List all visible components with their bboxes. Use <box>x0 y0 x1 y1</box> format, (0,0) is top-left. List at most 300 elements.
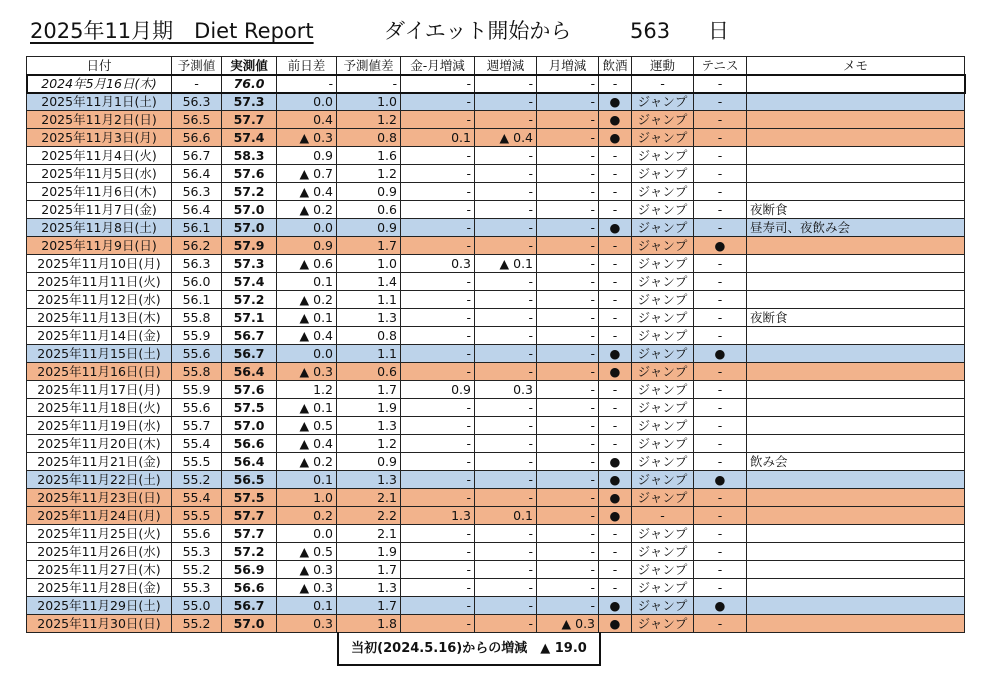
actual-cell: 56.5 <box>222 471 277 489</box>
exercise-cell: ジャンプ <box>632 309 694 327</box>
daily-diff-cell: ▲ 0.3 <box>277 579 337 597</box>
predicted-cell: 55.2 <box>172 615 222 633</box>
table-row <box>27 273 965 291</box>
date-cell: 2025年11月4日(火) <box>27 147 172 165</box>
date-cell: 2025年11月13日(木) <box>27 309 172 327</box>
drinking-cell: - <box>599 417 632 435</box>
drinking-cell: - <box>599 579 632 597</box>
daily-diff-cell: 0.4 <box>277 111 337 129</box>
date-cell: 2025年11月12日(水) <box>27 291 172 309</box>
weekly-cell: - <box>475 525 537 543</box>
memo-cell <box>747 345 965 363</box>
tennis-cell: - <box>694 579 747 597</box>
exercise-cell: ジャンプ <box>632 615 694 633</box>
monthly-cell: - <box>537 309 599 327</box>
drinking-cell: ● <box>599 129 632 147</box>
memo-cell <box>747 327 965 345</box>
weekly-cell: - <box>475 147 537 165</box>
fri-mon-cell: - <box>401 525 475 543</box>
date-cell: 2025年11月15日(土) <box>27 345 172 363</box>
actual-cell: 57.2 <box>222 291 277 309</box>
date-cell: 2025年11月28日(金) <box>27 579 172 597</box>
actual-cell: 57.4 <box>222 273 277 291</box>
daily-diff-cell: ▲ 0.3 <box>277 561 337 579</box>
table-row <box>27 327 965 345</box>
daily-diff-cell: ▲ 0.3 <box>277 363 337 381</box>
date-cell: 2025年11月23日(日) <box>27 489 172 507</box>
daily-diff-cell: 0.1 <box>277 471 337 489</box>
tennis-cell: - <box>694 543 747 561</box>
actual-cell: 56.7 <box>222 597 277 615</box>
drinking-cell: - <box>599 165 632 183</box>
daily-diff-cell: ▲ 0.2 <box>277 453 337 471</box>
col-drinking: 飲酒 <box>599 57 632 75</box>
daily-diff-cell: ▲ 0.4 <box>277 183 337 201</box>
drinking-cell: ● <box>599 471 632 489</box>
exercise-cell: ジャンプ <box>632 183 694 201</box>
weekly-cell: - <box>475 309 537 327</box>
col-pred-diff: 予測値差 <box>337 57 401 75</box>
memo-cell <box>747 183 965 201</box>
drinking-cell: ● <box>599 363 632 381</box>
date-cell: 2025年11月5日(水) <box>27 165 172 183</box>
exercise-cell: ジャンプ <box>632 129 694 147</box>
weekly-cell: ▲ 0.1 <box>475 255 537 273</box>
daily-diff-cell: ▲ 0.2 <box>277 201 337 219</box>
table-row <box>27 255 965 273</box>
monthly-cell: - <box>537 111 599 129</box>
memo-cell <box>747 597 965 615</box>
exercise-cell: ジャンプ <box>632 147 694 165</box>
table-row <box>27 507 965 525</box>
actual-cell: 58.3 <box>222 147 277 165</box>
diet-table <box>26 56 965 633</box>
monthly-cell: - <box>537 579 599 597</box>
exercise-cell: ジャンプ <box>632 597 694 615</box>
actual-cell: 56.7 <box>222 327 277 345</box>
exercise-cell: ジャンプ <box>632 111 694 129</box>
fri-mon-cell: - <box>401 363 475 381</box>
tennis-cell: - <box>694 561 747 579</box>
exercise-cell: ジャンプ <box>632 93 694 111</box>
exercise-cell: ジャンプ <box>632 417 694 435</box>
predicted-cell: 56.4 <box>172 201 222 219</box>
weekly-cell: - <box>475 345 537 363</box>
weekly-cell: - <box>475 435 537 453</box>
memo-cell <box>747 165 965 183</box>
daily-diff-cell: ▲ 0.6 <box>277 255 337 273</box>
drinking-cell: - <box>599 255 632 273</box>
daily-diff-cell: ▲ 0.2 <box>277 291 337 309</box>
tennis-cell: - <box>694 453 747 471</box>
daily-diff-cell: 0.9 <box>277 147 337 165</box>
tennis-cell: - <box>694 75 747 93</box>
predicted-cell: 55.0 <box>172 597 222 615</box>
tennis-cell: - <box>694 165 747 183</box>
since-label: ダイエット開始から <box>384 19 572 43</box>
pred-diff-cell: 1.4 <box>337 273 401 291</box>
date-cell: 2025年11月6日(木) <box>27 183 172 201</box>
predicted-cell: 55.5 <box>172 507 222 525</box>
table-row <box>27 399 965 417</box>
drinking-cell: ● <box>599 615 632 633</box>
day-count: 563 <box>630 19 671 43</box>
date-cell: 2025年11月17日(月) <box>27 381 172 399</box>
actual-cell: 56.9 <box>222 561 277 579</box>
drinking-cell: - <box>599 561 632 579</box>
date-cell: 2025年11月24日(月) <box>27 507 172 525</box>
monthly-cell: - <box>537 435 599 453</box>
table-row <box>27 363 965 381</box>
memo-cell <box>747 147 965 165</box>
daily-diff-cell: ▲ 0.4 <box>277 327 337 345</box>
fri-mon-cell: - <box>401 183 475 201</box>
tennis-cell: - <box>694 615 747 633</box>
memo-cell <box>747 561 965 579</box>
exercise-cell: - <box>632 507 694 525</box>
fri-mon-cell: - <box>401 201 475 219</box>
fri-mon-cell: - <box>401 75 475 93</box>
daily-diff-cell: 0.2 <box>277 507 337 525</box>
table-row <box>27 309 965 327</box>
exercise-cell: ジャンプ <box>632 219 694 237</box>
actual-cell: 56.4 <box>222 453 277 471</box>
monthly-cell: - <box>537 255 599 273</box>
monthly-cell: - <box>537 525 599 543</box>
fri-mon-cell: - <box>401 147 475 165</box>
exercise-cell: ジャンプ <box>632 381 694 399</box>
fri-mon-cell: 0.1 <box>401 129 475 147</box>
tennis-cell: - <box>694 183 747 201</box>
weekly-cell: - <box>475 165 537 183</box>
tennis-cell: - <box>694 489 747 507</box>
exercise-cell: ジャンプ <box>632 453 694 471</box>
drinking-cell: - <box>599 183 632 201</box>
actual-cell: 57.3 <box>222 255 277 273</box>
memo-cell <box>747 291 965 309</box>
drinking-cell: - <box>599 237 632 255</box>
date-cell: 2025年11月7日(金) <box>27 201 172 219</box>
drinking-cell: - <box>599 435 632 453</box>
exercise-cell: ジャンプ <box>632 399 694 417</box>
fri-mon-cell: - <box>401 597 475 615</box>
pred-diff-cell: 1.8 <box>337 615 401 633</box>
tennis-cell: - <box>694 291 747 309</box>
monthly-cell: - <box>537 507 599 525</box>
drinking-cell: - <box>599 543 632 561</box>
monthly-cell: - <box>537 201 599 219</box>
monthly-cell: - <box>537 543 599 561</box>
predicted-cell: 55.7 <box>172 417 222 435</box>
drinking-cell: ● <box>599 507 632 525</box>
monthly-cell: - <box>537 183 599 201</box>
monthly-cell: - <box>537 345 599 363</box>
monthly-cell: - <box>537 147 599 165</box>
pred-diff-cell: 1.3 <box>337 471 401 489</box>
date-cell: 2025年11月11日(火) <box>27 273 172 291</box>
table-row <box>27 417 965 435</box>
actual-cell: 56.6 <box>222 579 277 597</box>
date-cell: 2025年11月18日(火) <box>27 399 172 417</box>
monthly-cell: - <box>537 381 599 399</box>
exercise-cell: ジャンプ <box>632 363 694 381</box>
weekly-cell: - <box>475 543 537 561</box>
fri-mon-cell: - <box>401 291 475 309</box>
date-cell: 2025年11月27日(木) <box>27 561 172 579</box>
col-exercise: 運動 <box>632 57 694 75</box>
predicted-cell: 55.2 <box>172 471 222 489</box>
memo-cell <box>747 237 965 255</box>
date-cell: 2025年11月22日(土) <box>27 471 172 489</box>
date-cell: 2025年11月16日(日) <box>27 363 172 381</box>
actual-cell: 57.0 <box>222 219 277 237</box>
table-row <box>27 129 965 147</box>
monthly-cell: - <box>537 327 599 345</box>
memo-cell <box>747 381 965 399</box>
tennis-cell: - <box>694 399 747 417</box>
pred-diff-cell: 0.9 <box>337 183 401 201</box>
col-tennis: テニス <box>694 57 747 75</box>
daily-diff-cell: 0.0 <box>277 525 337 543</box>
weekly-cell: 0.3 <box>475 381 537 399</box>
predicted-cell: 56.1 <box>172 291 222 309</box>
memo-cell <box>747 75 965 93</box>
date-cell: 2025年11月19日(水) <box>27 417 172 435</box>
predicted-cell: 56.4 <box>172 165 222 183</box>
monthly-cell: - <box>537 237 599 255</box>
pred-diff-cell: 0.8 <box>337 129 401 147</box>
pred-diff-cell: 0.6 <box>337 363 401 381</box>
drinking-cell: ● <box>599 345 632 363</box>
memo-cell <box>747 93 965 111</box>
daily-diff-cell: ▲ 0.1 <box>277 309 337 327</box>
tennis-cell: - <box>694 435 747 453</box>
predicted-cell: 56.3 <box>172 255 222 273</box>
table-row <box>27 93 965 111</box>
col-memo: メモ <box>747 57 965 75</box>
drinking-cell: - <box>599 309 632 327</box>
memo-cell: 飲み会 <box>747 453 965 471</box>
actual-cell: 57.0 <box>222 201 277 219</box>
actual-cell: 57.6 <box>222 381 277 399</box>
predicted-cell: 55.2 <box>172 561 222 579</box>
exercise-cell: - <box>632 75 694 93</box>
weekly-cell: - <box>475 291 537 309</box>
table-row <box>27 525 965 543</box>
tennis-cell: - <box>694 273 747 291</box>
pred-diff-cell: 1.7 <box>337 237 401 255</box>
date-cell: 2025年11月25日(火) <box>27 525 172 543</box>
monthly-cell: - <box>537 165 599 183</box>
drinking-cell: ● <box>599 93 632 111</box>
day-unit: 日 <box>708 19 729 43</box>
exercise-cell: ジャンプ <box>632 255 694 273</box>
drinking-cell: ● <box>599 489 632 507</box>
drinking-cell: ● <box>599 453 632 471</box>
pred-diff-cell: 2.1 <box>337 489 401 507</box>
daily-diff-cell: 1.0 <box>277 489 337 507</box>
memo-cell <box>747 579 965 597</box>
exercise-cell: ジャンプ <box>632 165 694 183</box>
date-cell: 2025年11月9日(日) <box>27 237 172 255</box>
table-row <box>27 471 965 489</box>
actual-cell: 57.0 <box>222 615 277 633</box>
date-cell: 2025年11月14日(金) <box>27 327 172 345</box>
monthly-cell: - <box>537 597 599 615</box>
fri-mon-cell: 1.3 <box>401 507 475 525</box>
tennis-cell: - <box>694 129 747 147</box>
exercise-cell: ジャンプ <box>632 525 694 543</box>
drinking-cell: - <box>599 525 632 543</box>
memo-cell <box>747 111 965 129</box>
predicted-cell: 56.3 <box>172 93 222 111</box>
tennis-cell: - <box>694 219 747 237</box>
weekly-cell: - <box>475 471 537 489</box>
pred-diff-cell: 1.0 <box>337 255 401 273</box>
table-row <box>27 561 965 579</box>
fri-mon-cell: - <box>401 111 475 129</box>
summary-box: 当初(2024.5.16)からの増減 ▲ 19.0 <box>337 632 601 666</box>
memo-cell: 夜断食 <box>747 201 965 219</box>
weekly-cell: - <box>475 489 537 507</box>
memo-cell <box>747 471 965 489</box>
actual-cell: 57.4 <box>222 129 277 147</box>
pred-diff-cell: 1.1 <box>337 291 401 309</box>
col-fri-mon: 金-月増減 <box>401 57 475 75</box>
monthly-cell: ▲ 0.3 <box>537 615 599 633</box>
daily-diff-cell: 0.0 <box>277 93 337 111</box>
fri-mon-cell: - <box>401 309 475 327</box>
pred-diff-cell: 1.9 <box>337 543 401 561</box>
pred-diff-cell: 1.2 <box>337 165 401 183</box>
pred-diff-cell: 2.1 <box>337 525 401 543</box>
fri-mon-cell: - <box>401 471 475 489</box>
table-row <box>27 453 965 471</box>
monthly-cell: - <box>537 489 599 507</box>
memo-cell <box>747 129 965 147</box>
exercise-cell: ジャンプ <box>632 237 694 255</box>
daily-diff-cell: 0.1 <box>277 597 337 615</box>
exercise-cell: ジャンプ <box>632 345 694 363</box>
pred-diff-cell: 2.2 <box>337 507 401 525</box>
fri-mon-cell: - <box>401 273 475 291</box>
daily-diff-cell: 1.2 <box>277 381 337 399</box>
tennis-cell: - <box>694 507 747 525</box>
table-row <box>27 615 965 633</box>
col-predicted: 予測値 <box>172 57 222 75</box>
pred-diff-cell: 0.9 <box>337 219 401 237</box>
daily-diff-cell: ▲ 0.5 <box>277 543 337 561</box>
fri-mon-cell: - <box>401 561 475 579</box>
tennis-cell: ● <box>694 597 747 615</box>
date-cell: 2025年11月1日(土) <box>27 93 172 111</box>
actual-cell: 57.5 <box>222 399 277 417</box>
predicted-cell: 56.6 <box>172 129 222 147</box>
memo-cell: 夜断食 <box>747 309 965 327</box>
monthly-cell: - <box>537 219 599 237</box>
weekly-cell: ▲ 0.4 <box>475 129 537 147</box>
memo-cell <box>747 435 965 453</box>
tennis-cell: - <box>694 147 747 165</box>
predicted-cell: 55.8 <box>172 363 222 381</box>
tennis-cell: ● <box>694 237 747 255</box>
fri-mon-cell: - <box>401 417 475 435</box>
predicted-cell: 56.7 <box>172 147 222 165</box>
fri-mon-cell: - <box>401 543 475 561</box>
exercise-cell: ジャンプ <box>632 489 694 507</box>
col-daily-diff: 前日差 <box>277 57 337 75</box>
pred-diff-cell: 1.9 <box>337 399 401 417</box>
pred-diff-cell: 1.3 <box>337 579 401 597</box>
table-row <box>27 435 965 453</box>
monthly-cell: - <box>537 129 599 147</box>
memo-cell <box>747 363 965 381</box>
predicted-cell: 56.5 <box>172 111 222 129</box>
table-row <box>27 579 965 597</box>
predicted-cell: 55.3 <box>172 579 222 597</box>
pred-diff-cell: 0.6 <box>337 201 401 219</box>
weekly-cell: - <box>475 273 537 291</box>
table-row <box>27 237 965 255</box>
date-cell: 2025年11月30日(日) <box>27 615 172 633</box>
daily-diff-cell: 0.0 <box>277 345 337 363</box>
drinking-cell: ● <box>599 219 632 237</box>
daily-diff-cell: ▲ 0.5 <box>277 417 337 435</box>
actual-cell: 56.4 <box>222 363 277 381</box>
predicted-cell: 56.3 <box>172 183 222 201</box>
weekly-cell: - <box>475 75 537 93</box>
pred-diff-cell: 1.7 <box>337 597 401 615</box>
tennis-cell: - <box>694 327 747 345</box>
predicted-cell: - <box>172 75 222 93</box>
memo-cell <box>747 417 965 435</box>
predicted-cell: 55.4 <box>172 489 222 507</box>
predicted-cell: 56.2 <box>172 237 222 255</box>
tennis-cell: - <box>694 201 747 219</box>
actual-cell: 57.7 <box>222 525 277 543</box>
weekly-cell: - <box>475 201 537 219</box>
table-row <box>27 219 965 237</box>
predicted-cell: 55.5 <box>172 453 222 471</box>
weekly-cell: 0.1 <box>475 507 537 525</box>
tennis-cell: - <box>694 255 747 273</box>
actual-cell: 57.6 <box>222 165 277 183</box>
col-weekly: 週増減 <box>475 57 537 75</box>
daily-diff-cell: ▲ 0.3 <box>277 129 337 147</box>
predicted-cell: 55.6 <box>172 399 222 417</box>
predicted-cell: 55.3 <box>172 543 222 561</box>
date-cell: 2025年11月2日(日) <box>27 111 172 129</box>
pred-diff-cell: 1.7 <box>337 561 401 579</box>
exercise-cell: ジャンプ <box>632 201 694 219</box>
pred-diff-cell: 1.6 <box>337 147 401 165</box>
fri-mon-cell: - <box>401 453 475 471</box>
date-cell: 2025年11月8日(土) <box>27 219 172 237</box>
weekly-cell: - <box>475 561 537 579</box>
date-cell: 2025年11月21日(金) <box>27 453 172 471</box>
actual-cell: 57.7 <box>222 507 277 525</box>
actual-cell: 56.7 <box>222 345 277 363</box>
daily-diff-cell: 0.0 <box>277 219 337 237</box>
table-row <box>27 183 965 201</box>
drinking-cell: - <box>599 75 632 93</box>
drinking-cell: ● <box>599 111 632 129</box>
drinking-cell: ● <box>599 597 632 615</box>
monthly-cell: - <box>537 561 599 579</box>
fri-mon-cell: 0.3 <box>401 255 475 273</box>
drinking-cell: - <box>599 399 632 417</box>
weekly-cell: - <box>475 93 537 111</box>
